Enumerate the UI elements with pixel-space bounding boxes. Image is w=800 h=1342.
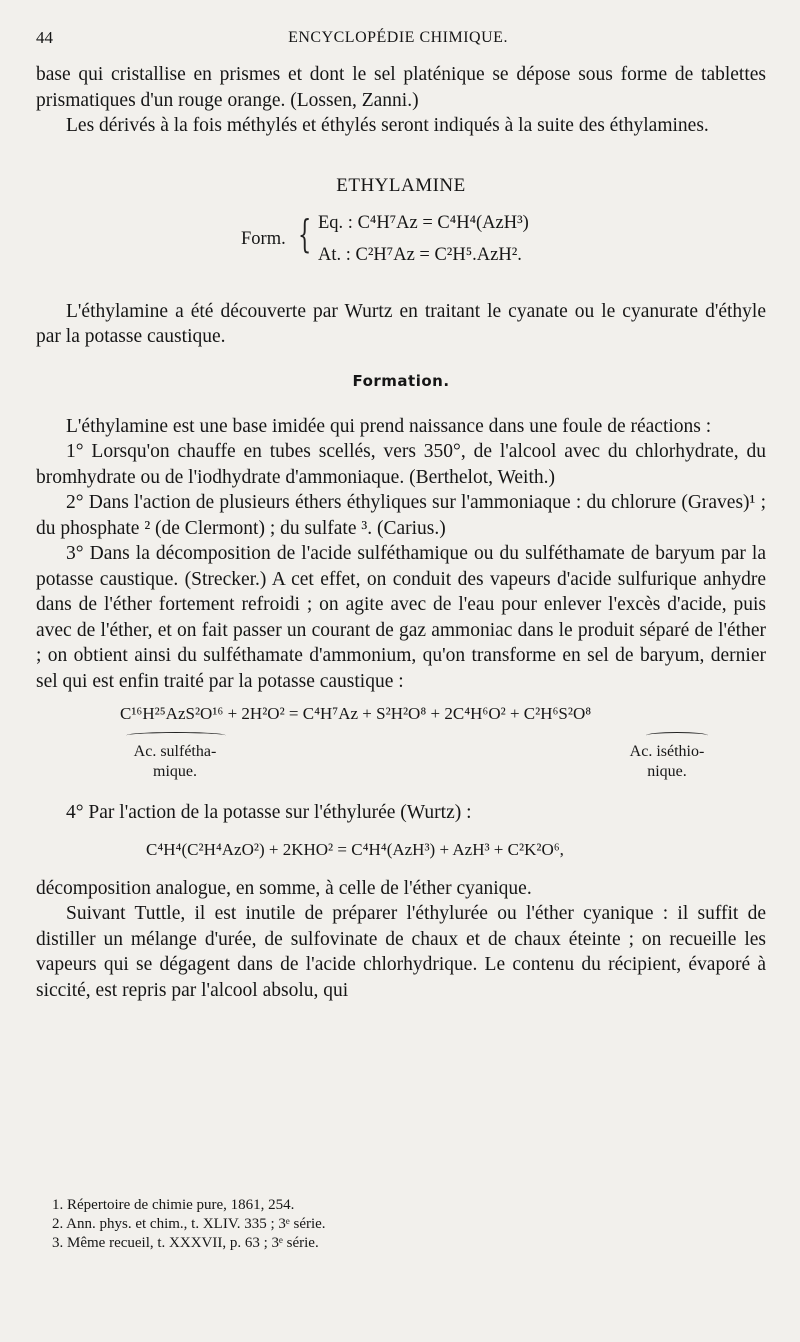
section-title: ETHYLAMINE [336,174,466,196]
bracket-right-icon [646,732,708,739]
tuttle-paragraph: Suivant Tuttle, il est inutile de préparer l'éthylurée ou l'éther cyanique : il suffit de distiller un mélange d'urée, de sulfovinate de chaux et de chaux éteinte ; on recueille les vapeurs qui se dégagent dans de l'acide chlorhydrique. Le contenu du récipient, évaporé à siccité, est repris par l'alcool absolu, qui [36,903,766,1001]
formula-label: Form. [241,228,286,249]
brace-icon: { [298,211,312,256]
footnotes [52,1196,326,1253]
formation-heading: Formation. [352,371,450,390]
page-header [36,28,760,54]
equation-block-1 [36,704,766,800]
formula-equivalent: Eq. : C⁴H⁷Az = C⁴H⁴(AzH³) [318,212,529,233]
bracket-left-icon [126,732,226,739]
footnote-3: 3. Même recueil, t. XXXVII, p. 63 ; 3ᵉ série. [52,1235,319,1251]
equation-block-2 [36,834,766,876]
after-equation-paragraph: décomposition analogue, en somme, à celle de l'éther cyanique. [36,877,532,899]
footnote-1: 1. Répertoire de chimie pure, 1861, 254. [52,1197,295,1213]
intro-paragraph: base qui cristallise en prismes et dont le sel platénique se dépose sous forme de tablettes prismatiques d'un rouge orange. (Lossen, Zanni.) [36,64,766,111]
page-number: 44 [36,28,53,47]
running-title: ENCYCLOPÉDIE CHIMIQUE. [288,29,508,46]
formula-atomic: At. : C²H⁷Az = C²H⁵.AzH². [318,244,522,265]
discovery-paragraph: L'éthylamine a été découverte par Wurtz en traitant le cyanate ou le cyanurate d'éthyle par la potasse caustique. [36,300,766,347]
formation-item-3: 3° Dans la décomposition de l'acide sulféthamique ou du sulféthamate de baryum par la potasse caustique. (Strecker.) A cet effet, on conduit des vapeurs d'acide sulfurique anhydre dans de l'éther fortement refroidi ; on agite avec de l'eau pour enlever l'excès d'acide, puis avec de l'éther, et on fait passer un courant de gaz ammoniac dans le produit séparé de l'éther ; on obtient ainsi du sulféthamate d'ammonium, qu'on transforme en sel de baryum, dernier sel qui est enfin traité par la potasse caustique : [36,543,766,692]
intro-paragraph-2: Les dérivés à la fois méthylés et éthylés seront indiqués à la suite des éthylamines. [66,115,709,136]
equation-2: C⁴H⁴(C²H⁴AzO²) + 2KHO² = C⁴H⁴(AzH³) + AzH³ + C²K²O⁶, [146,839,564,859]
equation-label-right: Ac. iséthio- nique. [629,743,705,780]
formation-item-1: 1° Lorsqu'on chauffe en tubes scellés, vers 350°, de l'alcool avec du chlorhydrate, du bromhydrate ou de l'iodhydrate d'ammoniaque. (Berthelot, Weith.) [36,441,766,488]
equation-label-left: Ac. sulfétha- mique. [133,743,217,780]
formula-block [36,209,766,279]
formation-lead: L'éthylamine est une base imidée qui prend naissance dans une foule de réactions : [66,415,712,437]
formation-item-2: 2° Dans l'action de plusieurs éthers éthyliques sur l'ammoniaque : du chlorure (Graves)¹ ; du phosphate ² (de Clermont) ; du sulfate ³. (Carius.) [36,492,766,539]
page-body [36,62,766,1003]
footnote-2: 2. Ann. phys. et chim., t. XLIV. 335 ; 3ᵉ série. [52,1216,326,1232]
equation-1: C¹⁶H²⁵AzS²O¹⁶ + 2H²O² = C⁴H⁷Az + S²H²O⁸ + 2C⁴H⁶O² + C²H⁶S²O⁸ [120,704,592,723]
formation-item-4: 4° Par l'action de la potasse sur l'éthylurée (Wurtz) : [66,802,472,823]
